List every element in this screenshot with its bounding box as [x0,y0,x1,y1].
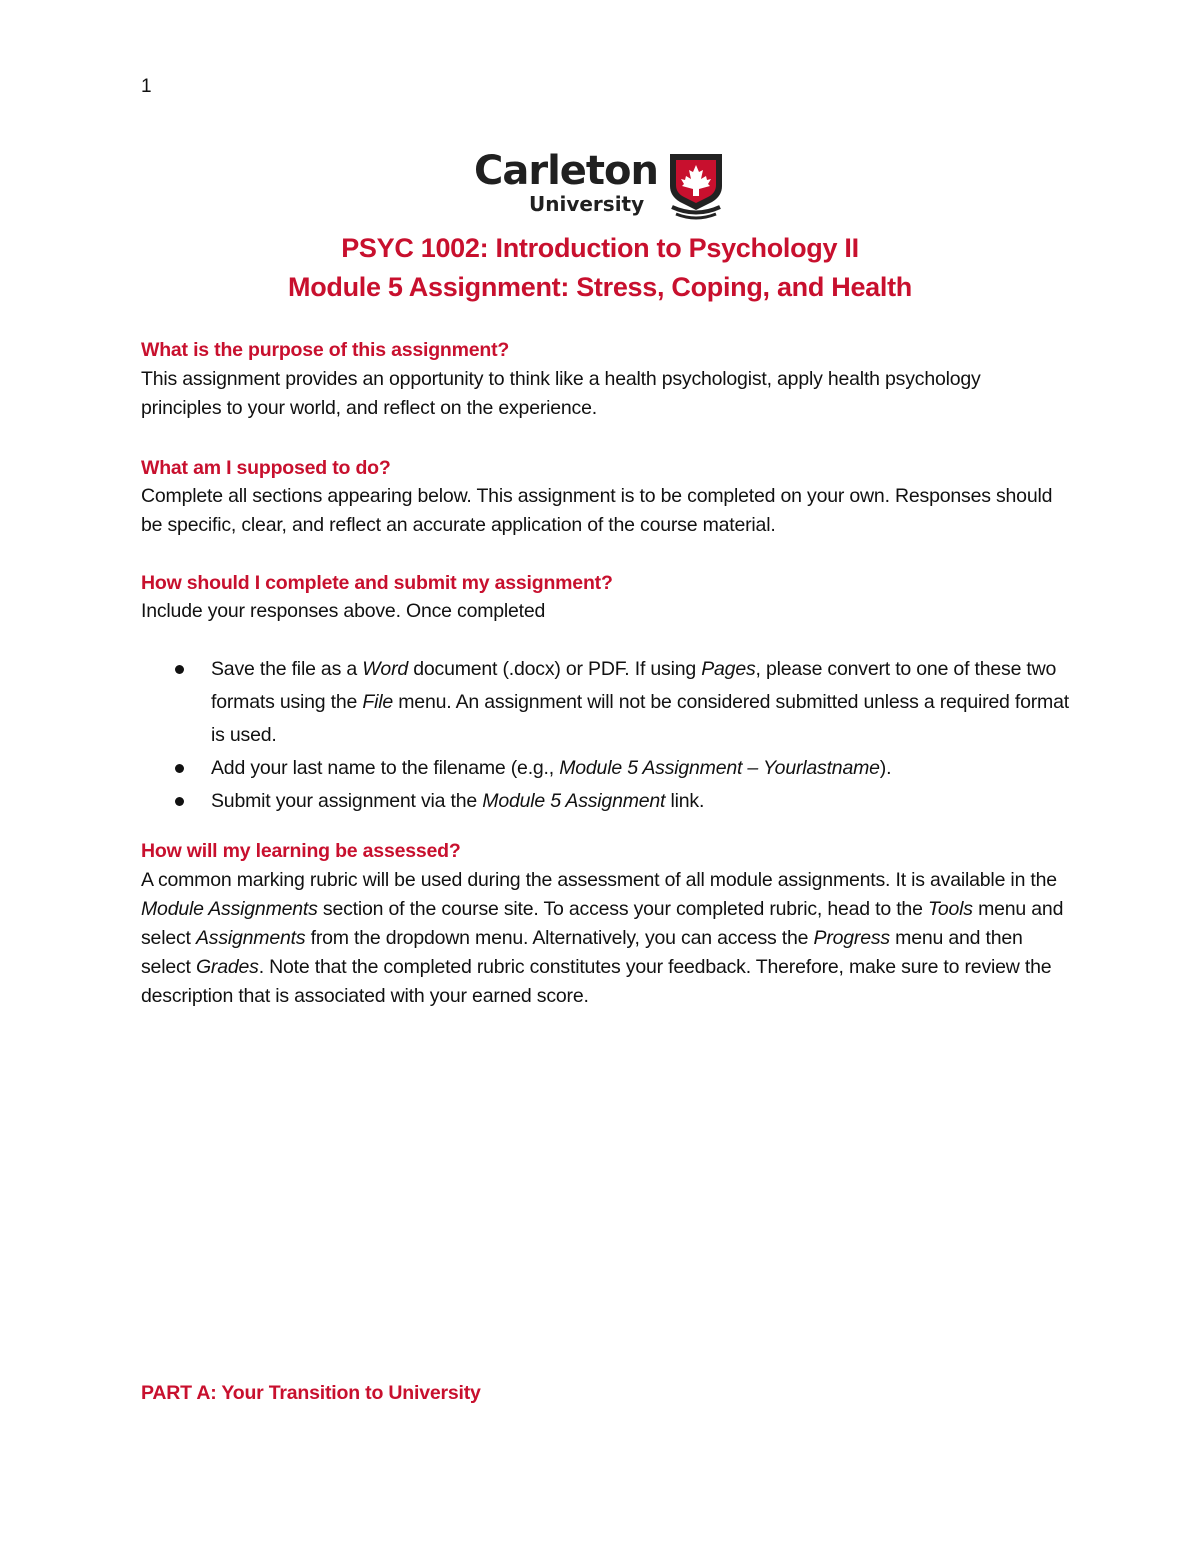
logo-wordmark-carleton: Carleton [474,148,658,194]
submission-steps-list [141,653,1081,818]
logo-wordmark-university: University [529,192,645,216]
module-title: Module 5 Assignment: Stress, Coping, and Health [288,272,912,302]
paragraph-purpose: This assignment provides an opportunity to think like a health psychologist, apply health psychology principles to your world, and reflect on the experience. [141,368,981,419]
heading-assessed: How will my learning be assessed? [141,840,461,862]
paragraph-submit-intro: Include your responses above. Once completed [141,600,546,622]
paragraph-assessed: A common marking rubric will be used during the assessment of all module assignments. It is available in the Module Assignments section of the course site. To access your completed rubric, head to the Tools menu and select Assignments from the dropdown menu. Alternatively, you can access the Progress menu and then select Grades. Note that the completed rubric constitutes your feedback. Therefore, make sure to review the description that is associated with your earned score. [141,869,1064,1007]
list-item: Submit your assignment via the Module 5 Assignment link. [141,785,1081,818]
list-item: Save the file as a Word document (.docx) or PDF. If using Pages, please convert to one of these two formats using the File menu. An assignment will not be considered submitted unless a required format is used. [141,653,1081,752]
shield-maple-leaf-icon [666,152,726,220]
heading-part-a: PART A: Your Transition to University [141,1382,481,1404]
heading-submit: How should I complete and submit my assignment? [141,572,613,594]
carleton-logo [474,148,730,222]
heading-todo: What am I supposed to do? [141,457,391,479]
paragraph-todo: Complete all sections appearing below. This assignment is to be completed on your own. Responses should be specific, clear, and reflect an accurate application of the course material. [141,485,1053,536]
heading-purpose: What is the purpose of this assignment? [141,339,510,361]
page-number: 1 [141,76,152,97]
course-title: PSYC 1002: Introduction to Psychology II [341,233,859,263]
list-item: Add your last name to the filename (e.g., Module 5 Assignment – Yourlastname). [141,752,1081,785]
